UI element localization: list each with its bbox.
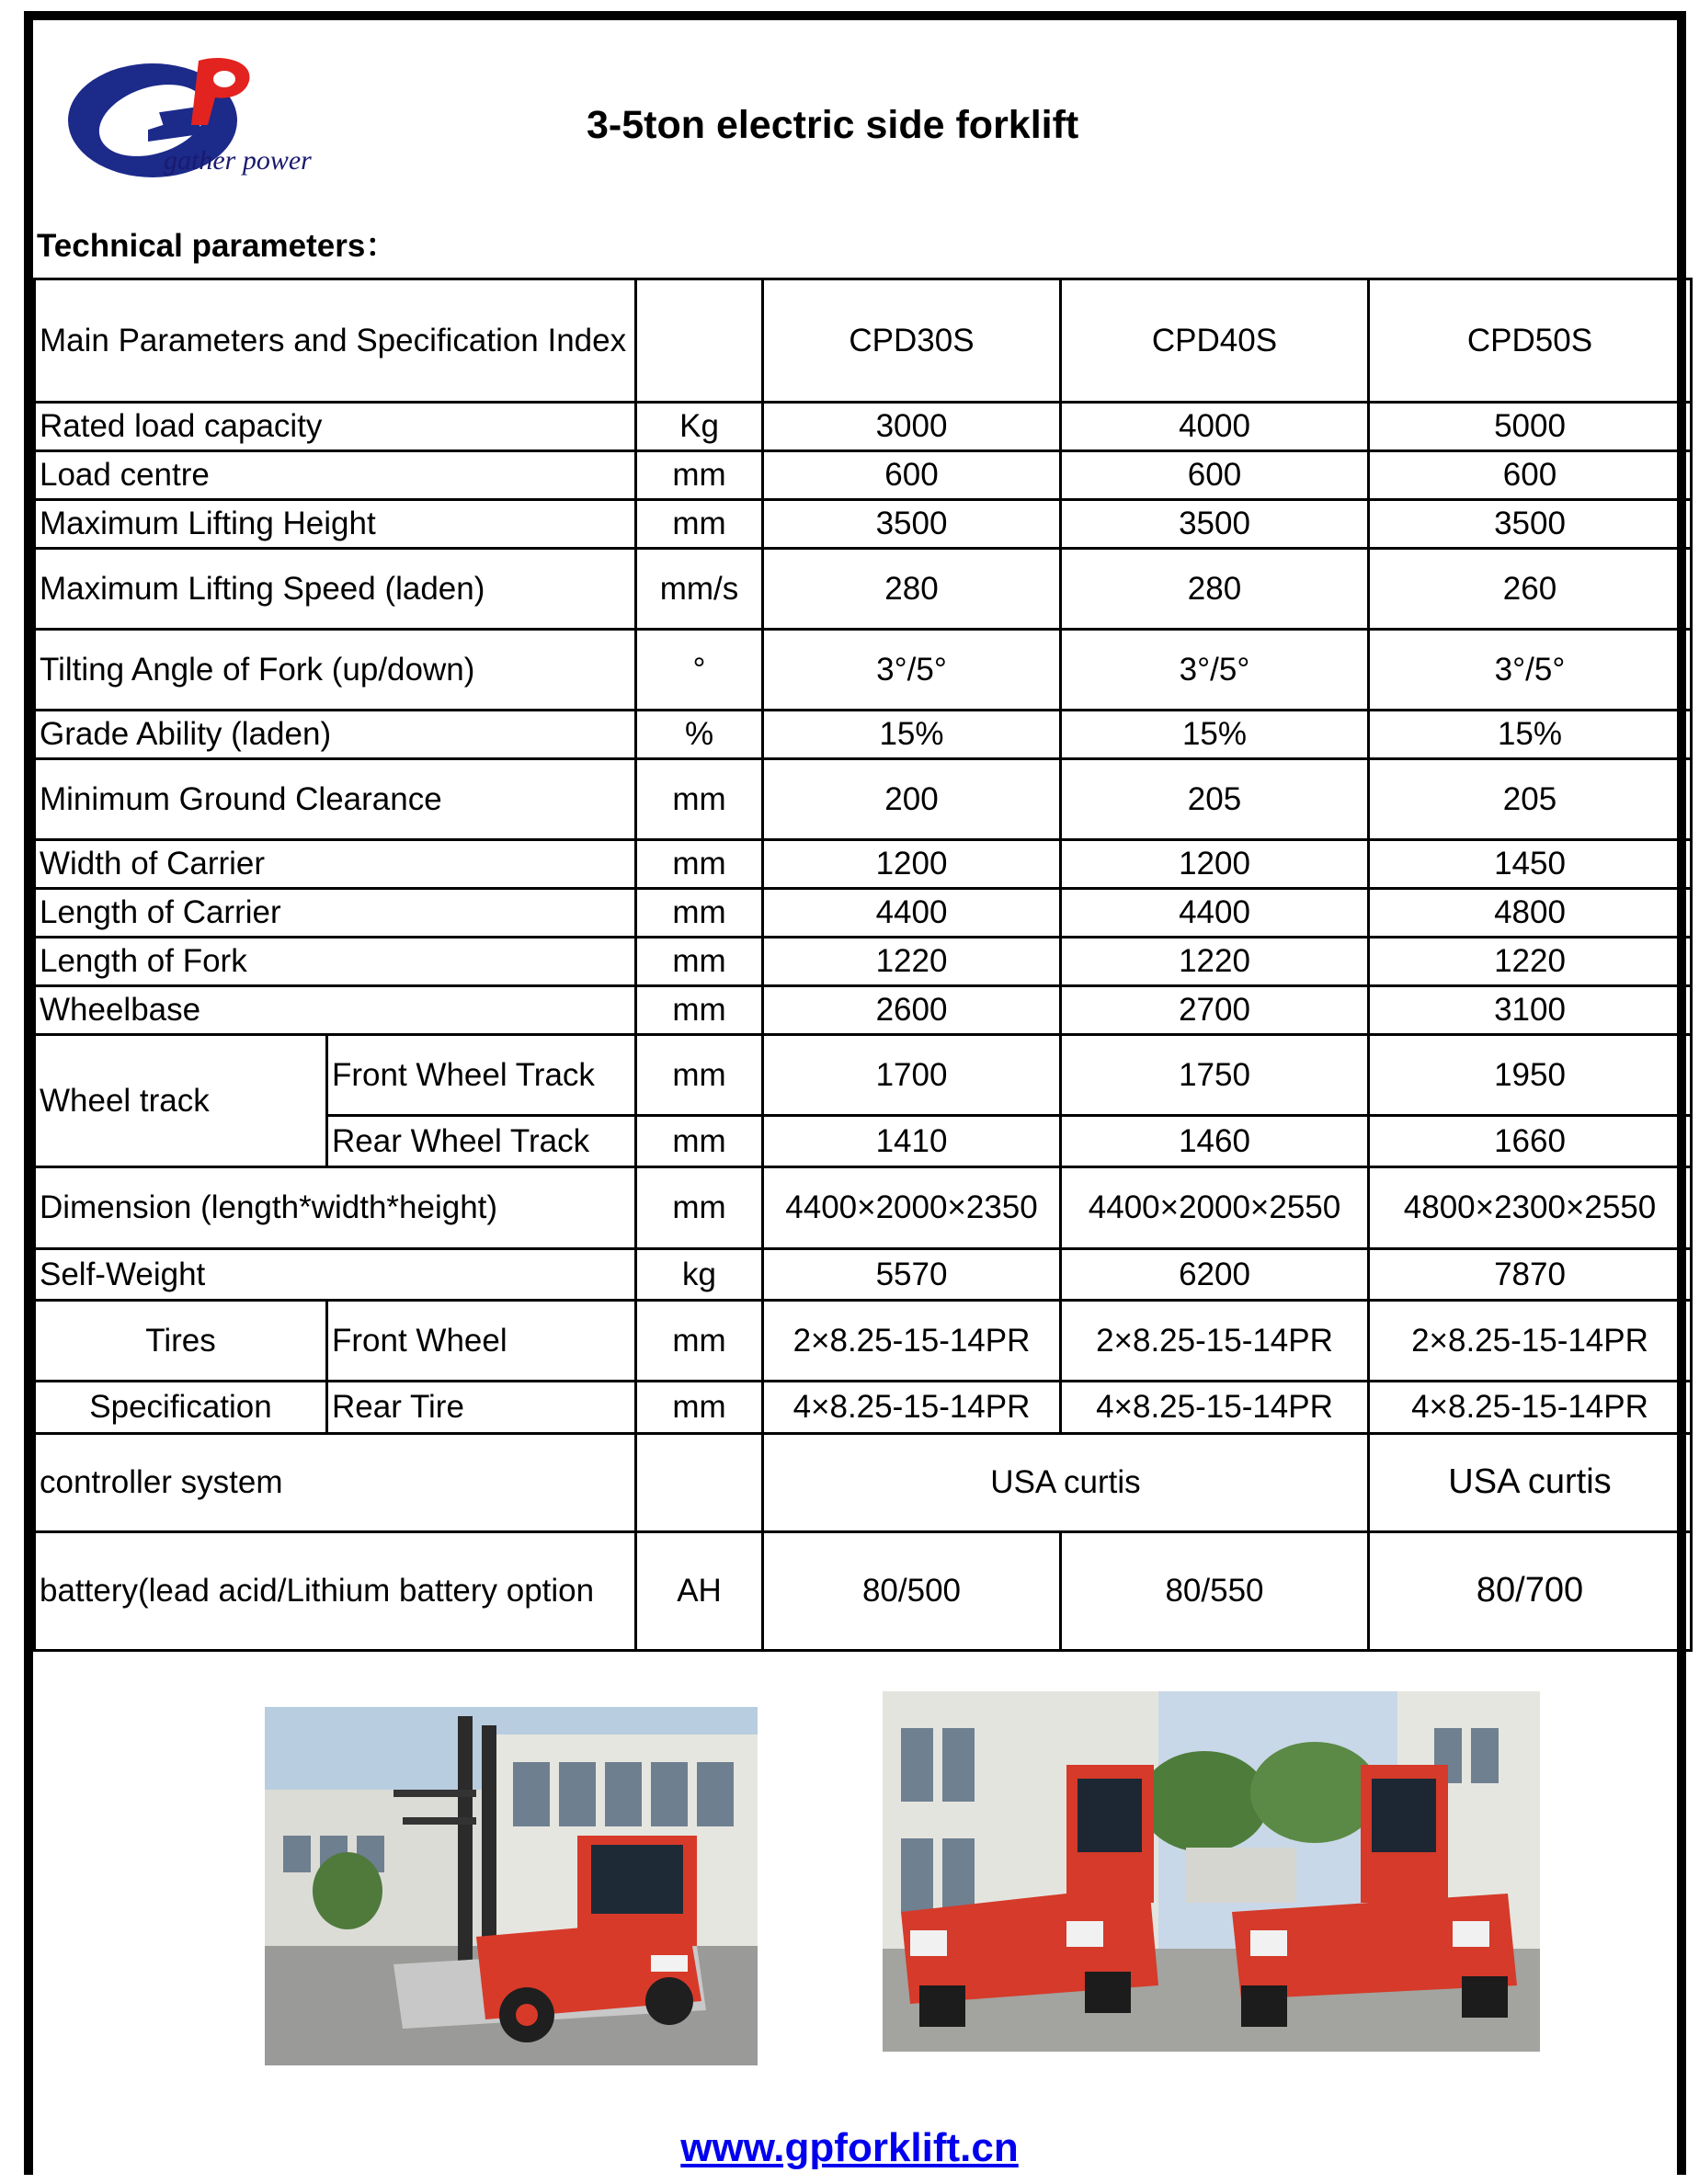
wheel-track-group: Wheel track — [35, 1035, 327, 1167]
row-unit: mm — [636, 500, 763, 549]
row-value: 2×8.25-15-14PR — [1369, 1301, 1692, 1382]
row-label: Rear Tire — [327, 1382, 636, 1434]
row-label: Width of Carrier — [35, 840, 636, 889]
row-value: 280 — [763, 549, 1061, 630]
row-value: 7870 — [1369, 1249, 1692, 1301]
row-label: Length of Carrier — [35, 889, 636, 938]
row-value: 80/700 — [1369, 1532, 1692, 1651]
row-unit: Kg — [636, 403, 763, 451]
row-label: Load centre — [35, 451, 636, 500]
row-value: 1220 — [763, 938, 1061, 986]
row-value: 2×8.25-15-14PR — [763, 1301, 1061, 1382]
table-row — [35, 1301, 1692, 1382]
row-value: 3500 — [1061, 500, 1369, 549]
document-title: 3-5ton electric side forklift — [587, 103, 1079, 147]
row-label: Front Wheel — [327, 1301, 636, 1382]
row-value: 2600 — [763, 986, 1061, 1035]
logo-tagline: gather power — [164, 145, 312, 176]
row-label: Wheelbase — [35, 986, 636, 1035]
row-label: Maximum Lifting Speed (laden) — [35, 549, 636, 630]
row-unit: mm/s — [636, 549, 763, 630]
row-value: 2700 — [1061, 986, 1369, 1035]
row-value: 1750 — [1061, 1035, 1369, 1116]
row-label: Grade Ability (laden) — [35, 711, 636, 759]
row-unit: mm — [636, 840, 763, 889]
table-row — [35, 759, 1692, 840]
row-value: USA curtis — [763, 1434, 1369, 1532]
row-unit: mm — [636, 1301, 763, 1382]
row-value: 15% — [1369, 711, 1692, 759]
footer — [0, 2125, 1699, 2171]
row-value: 1200 — [763, 840, 1061, 889]
row-value: 3°/5° — [1061, 630, 1369, 711]
table-row — [35, 1382, 1692, 1434]
row-label: Length of Fork — [35, 938, 636, 986]
row-value: 4×8.25-15-14PR — [1369, 1382, 1692, 1434]
table-row — [35, 451, 1692, 500]
row-value: 1220 — [1061, 938, 1369, 986]
row-value: 600 — [1369, 451, 1692, 500]
row-value: 80/550 — [1061, 1532, 1369, 1651]
row-value: 1200 — [1061, 840, 1369, 889]
row-value: 600 — [1061, 451, 1369, 500]
row-value: 80/500 — [763, 1532, 1061, 1651]
table-row — [35, 1434, 1692, 1532]
row-value: 4400 — [1061, 889, 1369, 938]
row-unit: mm — [636, 451, 763, 500]
row-value: 5570 — [763, 1249, 1061, 1301]
table-header-row — [35, 279, 1692, 403]
forklift-photo-left — [265, 1707, 758, 2065]
row-value: 4400 — [763, 889, 1061, 938]
table-row — [35, 549, 1692, 630]
row-unit: mm — [636, 1035, 763, 1116]
row-label: Maximum Lifting Height — [35, 500, 636, 549]
row-unit: AH — [636, 1532, 763, 1651]
row-label: Front Wheel Track — [327, 1035, 636, 1116]
row-value: 205 — [1061, 759, 1369, 840]
row-value: 1220 — [1369, 938, 1692, 986]
row-value: 5000 — [1369, 403, 1692, 451]
row-value: 1950 — [1369, 1035, 1692, 1116]
row-label: Rear Wheel Track — [327, 1116, 636, 1167]
row-value: 6200 — [1061, 1249, 1369, 1301]
model-header: CPD50S — [1369, 279, 1692, 403]
row-value: 15% — [763, 711, 1061, 759]
row-value: 3500 — [1369, 500, 1692, 549]
row-label: controller system — [35, 1434, 636, 1532]
table-row — [35, 889, 1692, 938]
website-link[interactable]: www.gpforklift.cn — [680, 2125, 1019, 2170]
row-value: 4400×2000×2550 — [1061, 1167, 1369, 1249]
row-value: 260 — [1369, 549, 1692, 630]
row-label: Rated load capacity — [35, 403, 636, 451]
section-subtitle: Technical parameters： — [37, 228, 398, 264]
row-value: 4×8.25-15-14PR — [1061, 1382, 1369, 1434]
row-value: 600 — [763, 451, 1061, 500]
model-header: CPD40S — [1061, 279, 1369, 403]
row-unit: mm — [636, 1382, 763, 1434]
model-header: CPD30S — [763, 279, 1061, 403]
row-value: 205 — [1369, 759, 1692, 840]
row-label: Dimension (length*width*height) — [35, 1167, 636, 1249]
row-label: Tilting Angle of Fork (up/down) — [35, 630, 636, 711]
row-unit: mm — [636, 759, 763, 840]
row-value: 15% — [1061, 711, 1369, 759]
table-row — [35, 938, 1692, 986]
row-value: 4400×2000×2350 — [763, 1167, 1061, 1249]
row-value: 4800×2300×2550 — [1369, 1167, 1692, 1249]
row-value: 1410 — [763, 1116, 1061, 1167]
table-row — [35, 711, 1692, 759]
row-value: 1460 — [1061, 1116, 1369, 1167]
row-unit: % — [636, 711, 763, 759]
table-row — [35, 1532, 1692, 1651]
row-unit: mm — [636, 1167, 763, 1249]
row-value: 1700 — [763, 1035, 1061, 1116]
table-row — [35, 1035, 1692, 1116]
tires-group-specification: Specification — [35, 1382, 327, 1434]
row-unit: mm — [636, 889, 763, 938]
row-unit: mm — [636, 986, 763, 1035]
row-label: Minimum Ground Clearance — [35, 759, 636, 840]
tires-group: Tires — [35, 1301, 327, 1382]
row-value: 2×8.25-15-14PR — [1061, 1301, 1369, 1382]
table-row — [35, 840, 1692, 889]
row-unit: ° — [636, 630, 763, 711]
header-unit — [636, 279, 763, 403]
row-value: 1660 — [1369, 1116, 1692, 1167]
spec-table — [33, 278, 1693, 1652]
row-label: Self-Weight — [35, 1249, 636, 1301]
table-row — [35, 630, 1692, 711]
row-unit: kg — [636, 1249, 763, 1301]
row-value: 3500 — [763, 500, 1061, 549]
forklift-side-image — [265, 1707, 758, 2065]
row-value: 3100 — [1369, 986, 1692, 1035]
row-unit: mm — [636, 1116, 763, 1167]
row-value: 3000 — [763, 403, 1061, 451]
row-value: 4800 — [1369, 889, 1692, 938]
forklift-photo-right — [883, 1691, 1540, 2052]
row-unit: mm — [636, 938, 763, 986]
table-row — [35, 1167, 1692, 1249]
forklifts-front-image — [883, 1691, 1540, 2052]
row-value: 4000 — [1061, 403, 1369, 451]
row-value: 280 — [1061, 549, 1369, 630]
header-label: Main Parameters and Specification Index — [35, 279, 636, 403]
table-row — [35, 403, 1692, 451]
row-value: 200 — [763, 759, 1061, 840]
row-unit — [636, 1434, 763, 1532]
row-value: 1450 — [1369, 840, 1692, 889]
table-row — [35, 986, 1692, 1035]
row-value: 4×8.25-15-14PR — [763, 1382, 1061, 1434]
table-row — [35, 500, 1692, 549]
row-label: battery(lead acid/Lithium battery option — [35, 1532, 636, 1651]
row-value: 3°/5° — [1369, 630, 1692, 711]
row-value: 3°/5° — [763, 630, 1061, 711]
table-row — [35, 1249, 1692, 1301]
row-value: USA curtis — [1369, 1434, 1692, 1532]
